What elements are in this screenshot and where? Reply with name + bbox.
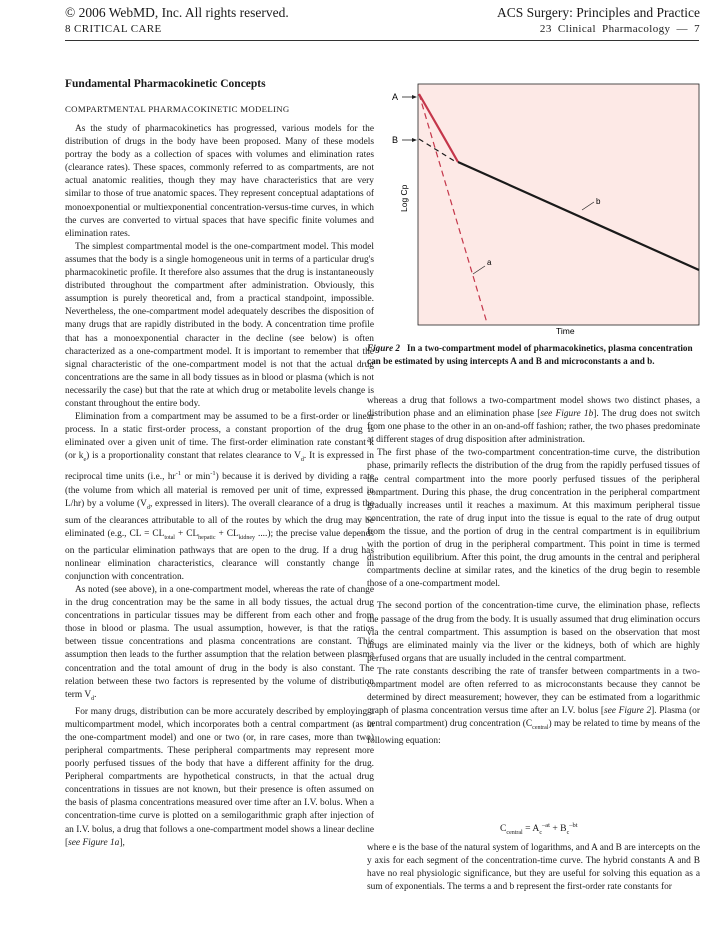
paragraph: The rate constants describing the rate of transfer between compartments in a two-compartment model are often referred to as microconstants because they cannot be determined by direct measurement; however, they can be estimated from a logarithmic graph of plasma concentration versus time after an I.V. bolus [see Figure 2]. Plasma (or central compartment) drug concentration $(C_{central})$ may be related to time by means of the following equation: [367,666,700,747]
caption-label: Figure 2 [367,343,400,353]
concentration-equation: $C_{central} = A_c^{-at} + B_c^{-bt}$ [500,822,578,837]
figure-reference[interactable]: see Figure 1b [540,409,594,420]
plot-area [418,84,699,325]
paragraph: The simplest compartmental model is the one-compartment model. This model assumes that the body is a single homogeneous unit in terms of a particular drug's pharmacokinetic profile. It therefore also assumes that the drug is instantaneously distributed throughout the compartment after administration. Obviously, this assumption is purely theoretical and, from a practical standpoint, impossible. Nevertheless, the one-compartment model adequately describes the disposition of many drugs that are rapidly distributed in the body. A concentration time profile that has a monoexponential character in the decline (see below) is often characterized as a one-compartment model. It is important to remember that the signal characteristic of the one-compartment model is not that the actual drug concentrations are the same in all body tissues as in blood or plasma (which is not necessarily the case) but that the rate at which drug or metabolite levels change is constant throughout the entire body. [65,241,374,409]
paragraph: The second portion of the concentration-time curve, the elimination phase, reflects the passage of the drug from the body. It is usually assumed that drug elimination occurs via the central compartment. This assumption is based on the observation that most drugs are eliminated mainly via the liver or the kidneys, both of which are highly perfused organs that are usually included in the central compartment. [367,601,700,664]
paragraph: As noted (see above), in a one-compartment model, whereas the rate of change in the drug concentration may be the same in all body tissues, the actual drug concentrations in particular tissues may be different from each other and from those in blood or plasma. The usual assumption, however, is that the ratios between tissue concentrations and plasma concentrations are constant. This assumption then leads to the further assumption that the relation between plasma concentration and the total amount of drug in the body is also constant. The relation between these two factors is represented by the volume of distribution term $V_d$. [65,584,374,702]
figure-reference[interactable]: see Figure 2 [603,706,652,717]
arrowhead-icon [412,138,417,142]
figure-reference[interactable]: see Figure 1a [68,837,120,848]
header-rule [65,40,699,41]
paragraph: Elimination from a compartment may be assumed to be a first-order or linear process. In a static first-order process, a constant proportion of the drug is eliminated over a given unit of time. The first-order elimination rate constant k (or $k_e$) is a proportionality constant that relates clearance to $V_d$. It is expressed in reciprocal time units (i.e., $hr^{-1}$ or $\min^{-1}$) because it is derived by dividing a rate (the volume from which all material is removed per unit of time, expressed in L/hr) by a volume ($V_d$, expressed in liters). The overall clearance of a drug is the sum of the clearances attributable to all of the routes by which the drug may be eliminated (e.g., CL = $CL_{total} + CL_{hepatic} + CL_{kidney}$ ....); the precise value depends on the particular elimination pathways that are open to the drug. If a drug has nonlinear elimination characteristics, clearance will constantly change in conjunction with concentration. [65,412,374,582]
paragraph: The first phase of the two-compartment concentration-time curve, the distribution phase, primarily reflects the distribution of the drug from the rapidly perfused tissues of the central compartment into the more poorly perfused tissues of the peripheral compartment. During this phase, the drug concentration in the peripheral compartment gradually increases until it reaches a maximum. At this maximum peripheral tissue concentration, the rate of drug input into the tissue is equal to the rate of drug output from the tissue, and the portion of drug in the central compartment is in equilibrium with the portion of drug in the peripheral compartment. This point in time is termed distribution equilibrium. After this point, the drug amounts in the central and peripheral compartments decline at similar rates, and the kinetics of the drug begin to resemble those of a one-compartment model. [367,448,700,590]
figure-2-graph [386,82,700,338]
rate-constant-b-label: b [596,197,601,206]
x-axis-label: Time [556,326,575,336]
section-left: 8 CRITICAL CARE [65,23,162,35]
left-column [65,123,374,850]
paragraph: For many drugs, distribution can be more accurately described by employing a multicompartment model, which incorporates both a central compartment (as in the one-compartment model) and one or two (or, in rare cases, more than two) peripheral compartments. These peripheral compartments may represent more poorly perfused tissues of the body that have a different affinity for the drug. Peripheral compartments are hypothetical constructs, in that the actual drug concentrations in tissues are not known, but their presence is often assumed on the basis of plasma concentrations measured over time after an I.V. bolus. When a concentration-time curve is plotted on a semilogarithmic graph after injection of an I.V. bolus, a drug that follows a one-compartment model shows a linear decline [see Figure 1a], [65,706,374,848]
arrowhead-icon [412,95,417,99]
right-column-end [367,842,700,894]
figure-caption [367,342,700,368]
copyright-notice: © 2006 WebMD, Inc. All rights reserved. [65,5,289,20]
intercept-b-label: B [392,135,399,145]
y-axis-label: Log Cp [399,184,409,212]
paragraph: where e is the base of the natural system of logarithms, and A and B are intercepts on the y axis for each segment of the concentration-time curve. The hybrid constants A and B have no real physiologic significance, but they are useful for solving this equation as a sum of exponentials. The terms a and b represent the first-order rate constants for [367,843,700,893]
right-column [367,395,700,748]
paragraph: whereas a drug that follows a two-compartment model shows two distinct phases, a distribution phase and an elimination phase [see Figure 1b]. The drug does not switch from one phase to the other in an on-and-off fashion; rather, the two phases predominate at different stages of drug disposition after administration. [367,396,700,446]
intercept-a-label: A [392,92,399,102]
subsection-heading: COMPARTMENTAL PHARMACOKINETIC MODELING [65,104,290,114]
rate-constant-a-label: a [487,258,492,267]
book-title: ACS Surgery: Principles and Practice [497,5,700,20]
section-right: 23 Clinical Pharmacology — 7 [539,23,700,35]
paragraph: As the study of pharmacokinetics has progressed, various models for the distribution of drugs in the body have been proposed. Many of these models portray the body as a collection of spaces with volumes and elimination rates (clearance rates). These spaces, commonly referred to as compartments, are not actual anatomic realities, though they may have characteristics that are very similar to those of true anatomic spaces. They represent conceptual adaptations of monoexponential or multiexponential concentration-versus-time curves, in which the curves are converted to virtual spaces that have specific finite volumes and elimination rates. [65,124,374,239]
section-heading: Fundamental Pharmacokinetic Concepts [65,78,266,90]
caption-text: In a two-compartment model of pharmacokinetics, plasma concentration can be estimated by using intercepts A and B and microconstants a and b. [367,343,693,367]
